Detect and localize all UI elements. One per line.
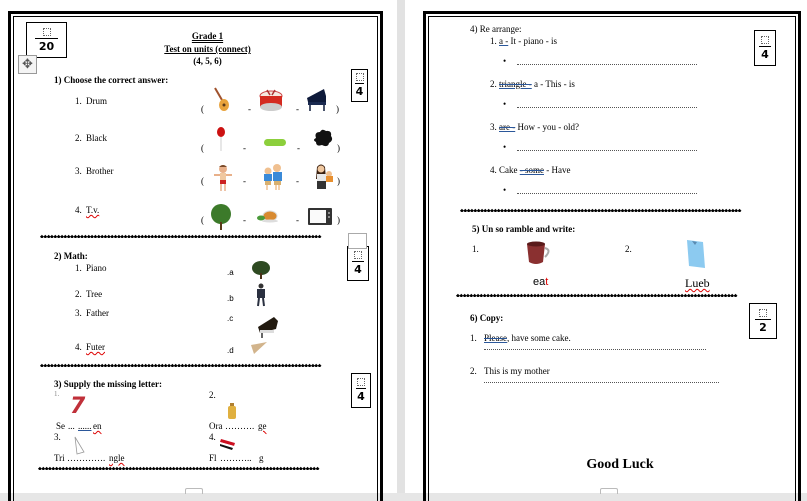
answer-line[interactable] bbox=[517, 107, 697, 108]
score-placeholder-icon bbox=[356, 73, 364, 81]
q1-item-1-word: Drum bbox=[86, 96, 107, 106]
q3-item-1-suffix: en bbox=[93, 421, 102, 431]
bullet-icon: • bbox=[503, 99, 507, 109]
table-move-handle-icon[interactable]: ✥ bbox=[18, 55, 37, 74]
q4-score-value: 4 bbox=[761, 47, 769, 61]
open-paren: ( bbox=[201, 215, 204, 225]
test-title: Test on units (connect) bbox=[164, 44, 251, 54]
q1-score-box[interactable] bbox=[351, 69, 368, 102]
dash: - bbox=[243, 215, 246, 225]
tree-icon[interactable] bbox=[250, 260, 272, 280]
egypt-flag-icon[interactable] bbox=[220, 437, 236, 451]
q1-item-2-word: Black bbox=[86, 133, 107, 143]
q6-score-box[interactable] bbox=[749, 303, 777, 339]
q2-item-1-word: Piano bbox=[86, 263, 107, 273]
copy-line[interactable] bbox=[484, 349, 706, 350]
q4-title: 4) Re arrange: bbox=[470, 24, 522, 34]
copy-line[interactable] bbox=[484, 382, 719, 383]
total-score-box[interactable] bbox=[26, 22, 67, 58]
units-label: (4, 5, 6) bbox=[193, 56, 222, 66]
q6-item-2-num: 2. bbox=[470, 366, 477, 376]
section-divider bbox=[40, 363, 352, 367]
dash: - bbox=[296, 176, 299, 186]
bullet-icon: • bbox=[503, 185, 507, 195]
triangle-shape-icon[interactable] bbox=[250, 341, 268, 355]
piano-icon[interactable] bbox=[304, 86, 330, 112]
dash: - bbox=[296, 215, 299, 225]
q3-item-4-prefix: Fl bbox=[209, 453, 217, 463]
man-icon[interactable] bbox=[254, 283, 268, 307]
q2-letter-c: .c bbox=[227, 314, 234, 323]
page-1 bbox=[0, 0, 397, 493]
seven-icon[interactable]: 7 bbox=[70, 394, 86, 419]
close-paren: ) bbox=[337, 143, 340, 153]
section-divider bbox=[40, 234, 350, 238]
green-bar-icon[interactable] bbox=[264, 139, 286, 146]
open-paren: ( bbox=[201, 176, 204, 186]
q2-item-3-word: Father bbox=[86, 308, 109, 318]
q3-score-box[interactable] bbox=[351, 373, 371, 408]
q1-item-4-num: 4. bbox=[75, 205, 82, 215]
piano-icon[interactable] bbox=[256, 313, 280, 339]
q5-item-1-num: 1. bbox=[472, 244, 479, 254]
q2-item-4-word: Futer bbox=[86, 342, 105, 352]
q2-letter-d: .d bbox=[227, 346, 234, 355]
brothers-icon[interactable] bbox=[261, 163, 285, 191]
q1-item-1-num: 1. bbox=[75, 96, 82, 106]
q3-item-2-prefix: Ora bbox=[209, 421, 223, 431]
q2-score-box[interactable] bbox=[347, 246, 369, 281]
q3-item-4-suffix: g bbox=[259, 453, 264, 463]
blank: ... bbox=[68, 421, 75, 431]
answer-line[interactable] bbox=[517, 193, 697, 194]
q4-item-1: 1. a - It - piano - is bbox=[490, 36, 557, 46]
q6-title: 6) Copy: bbox=[470, 313, 504, 323]
q4-item-3: 3. are - How - you - old? bbox=[490, 122, 579, 132]
q3-title: 3) Supply the missing letter: bbox=[54, 379, 162, 389]
answer-line[interactable] bbox=[517, 150, 697, 151]
drum-icon[interactable] bbox=[259, 88, 283, 114]
q3-item-2-num: 2. bbox=[209, 390, 216, 400]
q6-item-1-num: 1. bbox=[470, 333, 477, 343]
q2-letter-b: .b bbox=[227, 294, 234, 303]
score-placeholder-icon bbox=[761, 36, 769, 44]
q1-item-2-num: 2. bbox=[75, 133, 82, 143]
q5-item-2-word: Lueb bbox=[685, 276, 710, 290]
q3-item-3-suffix: ngle bbox=[109, 453, 125, 463]
grade-heading: Grade 1 bbox=[191, 31, 224, 41]
close-paren: ) bbox=[337, 176, 340, 186]
dash: - bbox=[248, 104, 251, 114]
q3-item-2-suffix: ge bbox=[258, 421, 267, 431]
cup-icon[interactable] bbox=[523, 240, 555, 270]
q4-item-1-marked: a - bbox=[499, 36, 509, 46]
blue-paper-icon[interactable] bbox=[685, 238, 707, 270]
good-luck-text: Good Luck bbox=[586, 457, 654, 472]
close-paren: ) bbox=[337, 215, 340, 225]
q5-title: 5) Un so ramble and write: bbox=[472, 224, 576, 234]
q1-item-3-word: Brother bbox=[86, 166, 114, 176]
red-balloon-icon[interactable] bbox=[215, 126, 227, 152]
orange-juice-icon[interactable] bbox=[226, 402, 238, 420]
dash: - bbox=[296, 104, 299, 114]
q1-item-3-num: 3. bbox=[75, 166, 82, 176]
open-paren: ( bbox=[201, 143, 204, 153]
dash: - bbox=[243, 143, 246, 153]
q3-item-1-num: 1. bbox=[54, 390, 60, 398]
q4-item-2: 2. triangle - a - This - is bbox=[490, 79, 575, 89]
q5-item-1-word: eat bbox=[533, 276, 549, 288]
black-splash-icon[interactable] bbox=[312, 128, 334, 148]
section-divider bbox=[460, 208, 760, 212]
q1-title: 1) Choose the correct answer: bbox=[54, 75, 169, 85]
section-divider bbox=[38, 466, 360, 470]
bullet-icon: • bbox=[503, 142, 507, 152]
close-paren: ) bbox=[336, 104, 339, 114]
dash: - bbox=[243, 176, 246, 186]
q2-item-4-num: 4. bbox=[75, 342, 82, 352]
q3-item-3-num: 3. bbox=[54, 432, 61, 442]
answer-line[interactable] bbox=[517, 64, 697, 65]
q2-item-3-num: 3. bbox=[75, 308, 82, 318]
q6-item-2-text: This is my mother bbox=[484, 366, 550, 376]
blank[interactable]: …………. bbox=[67, 453, 106, 463]
fraction-bar bbox=[35, 38, 58, 39]
q2-item-1-num: 1. bbox=[75, 263, 82, 273]
page-border-inner bbox=[428, 16, 796, 501]
q1-item-4-word: T.v. bbox=[86, 205, 100, 215]
q4-item-4: 4. Cake - some - Have bbox=[490, 165, 571, 175]
score-placeholder-icon bbox=[354, 251, 362, 259]
tea-icon[interactable] bbox=[256, 207, 278, 223]
q2-title: 2) Math: bbox=[54, 251, 88, 261]
q2-score-value: 4 bbox=[354, 263, 362, 276]
score-placeholder-icon bbox=[759, 309, 767, 317]
q1-score-value: 4 bbox=[355, 85, 364, 98]
bullet-icon: • bbox=[503, 56, 507, 66]
q2-item-2-num: 2. bbox=[75, 289, 82, 299]
page-2 bbox=[405, 0, 807, 493]
q2-letter-a: .a bbox=[227, 268, 234, 277]
q3-item-4-num: 4. bbox=[209, 432, 216, 442]
q2-item-2-word: Tree bbox=[86, 289, 103, 299]
footer-logo-icon bbox=[600, 488, 618, 494]
q4-item-4-marked: - some bbox=[519, 165, 544, 175]
dash: - bbox=[297, 143, 300, 153]
television-icon[interactable] bbox=[307, 207, 333, 227]
total-score-value: 20 bbox=[38, 39, 55, 53]
section-divider bbox=[456, 293, 770, 297]
mother-baby-icon[interactable] bbox=[313, 163, 335, 191]
q4-score-box[interactable] bbox=[754, 30, 776, 66]
guitar-icon[interactable] bbox=[211, 86, 231, 112]
q3-item-1-answer[interactable]: ...... bbox=[78, 421, 92, 431]
score-placeholder-icon bbox=[43, 28, 51, 36]
resize-handle[interactable] bbox=[348, 233, 367, 249]
q4-item-3-marked: are - bbox=[499, 122, 516, 132]
open-paren: ( bbox=[201, 104, 204, 114]
tree-icon[interactable] bbox=[210, 204, 232, 230]
q3-score-value: 4 bbox=[357, 390, 365, 403]
q6-item-1-text: Please, have some cake. bbox=[484, 333, 571, 343]
boy-icon[interactable] bbox=[212, 164, 234, 192]
q5-item-2-num: 2. bbox=[625, 244, 632, 254]
footer-logo-icon bbox=[185, 488, 203, 494]
q4-item-2-marked: triangle - bbox=[499, 79, 532, 89]
q3-item-1-prefix: Se bbox=[56, 421, 65, 431]
blank[interactable]: ……….. bbox=[220, 453, 252, 463]
page-gap bbox=[397, 0, 405, 493]
q6-score-value: 2 bbox=[759, 320, 767, 334]
q3-item-3-prefix: Tri bbox=[54, 453, 65, 463]
score-placeholder-icon bbox=[357, 378, 365, 386]
blank[interactable]: ………. bbox=[225, 421, 255, 431]
